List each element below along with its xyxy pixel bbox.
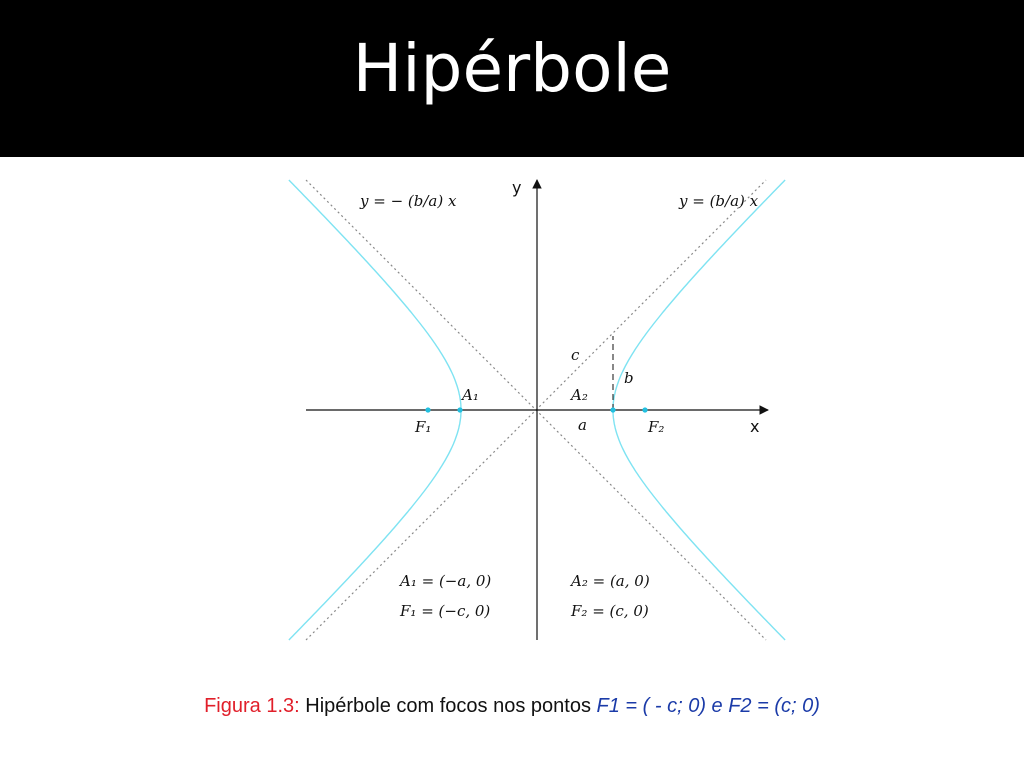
slide-title: Hipérbole — [352, 30, 672, 107]
y-axis-label: y — [512, 178, 522, 197]
label-f2: F₂ — [648, 418, 665, 436]
equation-f1: F₁ = (−c, 0) — [400, 602, 491, 620]
figure-caption — [0, 695, 1024, 718]
label-a2: A₂ — [571, 386, 588, 404]
equation-a2: A₂ = (a, 0) — [571, 572, 650, 590]
label-b: b — [624, 369, 634, 387]
asymptote-right-label: y = (b/a) x — [679, 192, 759, 210]
label-c: c — [571, 346, 580, 364]
equation-f2: F₂ = (c, 0) — [571, 602, 649, 620]
x-axis-label: x — [750, 417, 760, 436]
vertex-a2-point — [610, 407, 615, 412]
label-a1: A₁ — [462, 386, 479, 404]
focus-f2-point — [642, 407, 647, 412]
caption-figure-number: Figura 1.3: — [204, 695, 300, 717]
label-a: a — [578, 416, 587, 434]
label-f1: F₁ — [415, 418, 432, 436]
vertex-a1-point — [457, 407, 462, 412]
caption-equation: F1 = ( - c; 0) e F2 = (c; 0) — [596, 695, 820, 717]
equation-a1: A₁ = (−a, 0) — [400, 572, 492, 590]
asymptote-left-label: y = − (b/a) x — [360, 192, 457, 210]
caption-text: Hipérbole com focos nos pontos — [299, 695, 597, 717]
focus-f1-point — [425, 407, 430, 412]
